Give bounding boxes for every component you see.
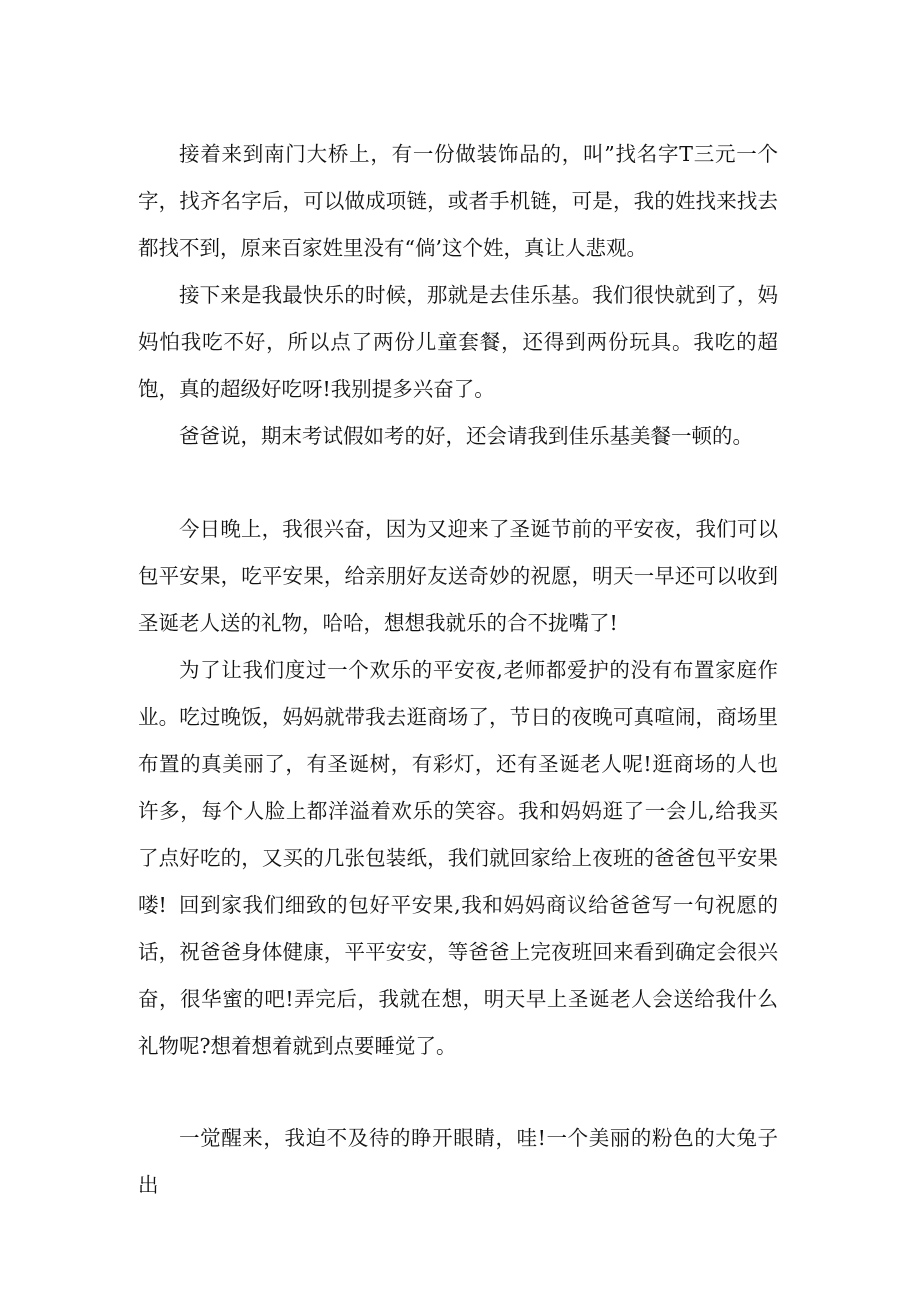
paragraph-4: 今日晚上，我很兴奋，因为又迎来了圣诞节前的平安夜，我们可以包平安果，吃平安果，给亲朋好友送奇妙的祝愿，明天一早还可以收到圣诞老人送的礼物，哈哈，想想我就乐的合不拢嘴了!	[138, 517, 778, 635]
paragraph-1: 接着来到南门大桥上，有一份做装饰品的，叫”找名字T三元一个字，找齐名字后，可以做成项链，或者手机链，可是，我的姓找来找去都找不到，原来百家姓里没有“倘’这个姓，真让人悲观。	[138, 142, 778, 260]
paragraph-6: 回到家我们细致的包好平安果,我和妈妈商议给爸爸写一句祝愿的话，祝爸爸身体健康，平平安安，等爸爸上完夜班回来看到确定会很兴奋，很华蜜的吧!弄完后，我就在想，明天早上圣诞老人会送给我什么礼物呢?想着想着就到点要睡觉了。	[138, 893, 778, 1058]
paragraph-5: 为了让我们度过一个欢乐的平安夜,老师都爱护的没有布置家庭作业。吃过晚饭，妈妈就带我去逛商场了，节日的夜晚可真喧闹，商场里布置的真美丽了，有圣诞树，有彩灯，还有圣诞老人呢!逛商场的人也许多，每个人脸上都洋溢着欢乐的笑容。我和妈妈逛了一会儿,给我买了点好吃的，又买的几张包装纸，我们就回家给上夜班的爸爸包平安果喽!	[138, 658, 778, 917]
paragraph-3: 爸爸说，期末考试假如考的好，还会请我到佳乐基美餐一顿的。	[179, 424, 753, 448]
paragraph-7: 一觉醒来，我迫不及待的睁开眼睛，哇!一个美丽的粉色的大兔子出	[138, 1126, 778, 1197]
paragraph-2: 接下来是我最快乐的时候，那就是去佳乐基。我们很快就到了，妈妈怕我吃不好，所以点了两份儿童套餐，还得到两份玩具。我吃的超饱，真的超级好吃呀!我别提多兴奋了。	[138, 283, 778, 401]
